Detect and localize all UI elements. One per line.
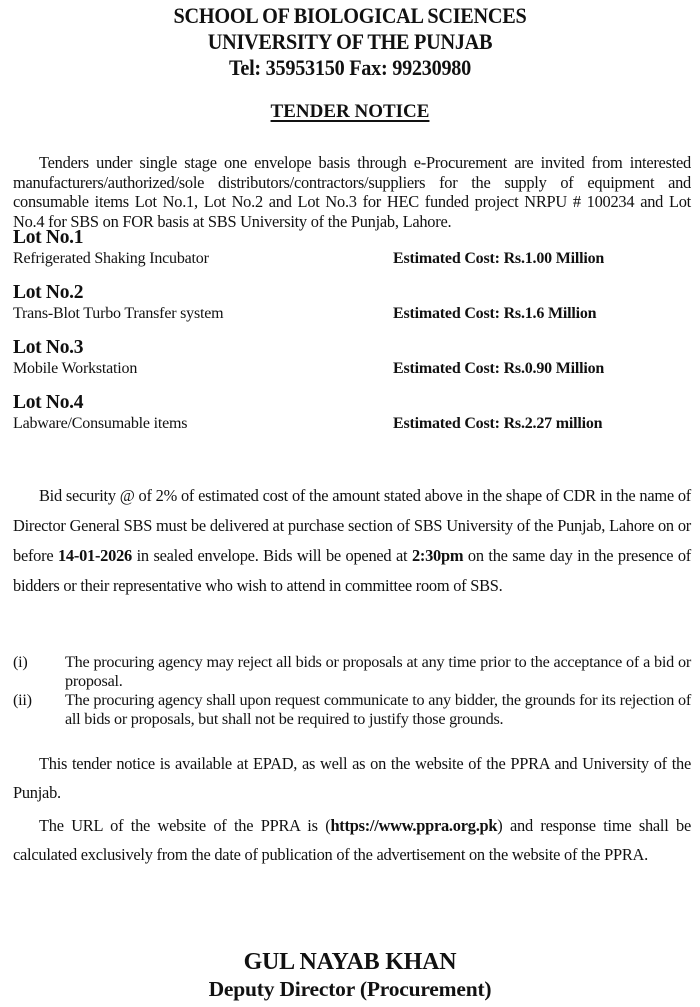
header-contact: Tel: 35953150 Fax: 99230980 xyxy=(229,55,471,80)
lot-heading: Lot No.1 xyxy=(13,227,84,248)
opening-time: 2:30pm xyxy=(411,546,464,565)
lot-item: Mobile Workstation xyxy=(13,360,138,377)
bid-security-text-3: on the same day in the presence of bidders or their representative who wish to attend in committee room of SBS. xyxy=(13,546,691,595)
conditions-list xyxy=(13,653,691,729)
lot-heading: Lot No.2 xyxy=(13,282,84,303)
lot-row xyxy=(13,249,691,269)
condition-number: (ii) xyxy=(13,691,32,709)
bid-security-text-1: Bid security @ of 2% of estimated cost of the amount stated above in the shape of CDR in the name of Director General SBS must be delivered at purchase section of SBS University of the Punjab, Lahore on or before xyxy=(13,486,691,565)
ppra-paragraph xyxy=(13,811,691,869)
deadline-date: 14-01-2026 xyxy=(57,546,132,565)
condition-text: The procuring agency shall upon request communicate to any bidder, the grounds for its rejection of all bids or proposals, but shall not be required to justify those grounds. xyxy=(65,691,691,728)
lot-3 xyxy=(13,337,691,379)
lot-cost: Estimated Cost: Rs.1.00 Million xyxy=(393,250,605,267)
ppra-url-link[interactable]: https://www.ppra.org.pk xyxy=(330,816,498,835)
bid-security-paragraph xyxy=(13,481,691,601)
bid-security-text-2: in sealed envelope. Bids will be opened at xyxy=(131,546,412,565)
availability-text: This tender notice is available at EPAD, as well as on the website of the PPRA and University of the Punjab. xyxy=(13,754,691,802)
condition-item xyxy=(13,653,691,691)
condition-item xyxy=(13,691,691,729)
header-school-name: SCHOOL OF BIOLOGICAL SCIENCES xyxy=(173,3,527,28)
signatory-designation: Deputy Director (Procurement) xyxy=(208,977,492,1001)
title-text: TENDER NOTICE xyxy=(270,101,430,122)
condition-text: The procuring agency may reject all bids or proposals at any time prior to the acceptance of a bid or proposal. xyxy=(65,653,691,690)
lot-1 xyxy=(13,227,691,269)
lot-item: Labware/Consumable items xyxy=(13,415,188,432)
condition-number: (i) xyxy=(13,653,28,671)
header-university-name: UNIVERSITY OF THE PUNJAB xyxy=(207,29,493,54)
lot-cost: Estimated Cost: Rs.2.27 million xyxy=(393,415,603,432)
lot-item: Trans-Blot Turbo Transfer system xyxy=(13,305,224,322)
intro-text: Tenders under single stage one envelope basis through e-Procurement are invited from interested manufacturers/authorized/sole distributors/contractors/suppliers for the supply of equipment and consumable items Lot No.1, Lot No.2 and Lot No.3 for HEC funded project NRPU # 100234 and Lot No.4 for SBS on FOR basis at SBS University of the Punjab, Lahore. xyxy=(13,153,691,231)
availability-paragraph xyxy=(13,749,691,807)
lot-row xyxy=(13,359,691,379)
ppra-text-1: The URL of the website of the PPRA is ( xyxy=(39,816,331,835)
lot-row xyxy=(13,414,691,434)
lot-heading: Lot No.3 xyxy=(13,337,84,358)
lot-cost: Estimated Cost: Rs.0.90 Million xyxy=(393,360,605,377)
intro-paragraph xyxy=(13,153,691,231)
lot-cost: Estimated Cost: Rs.1.6 Million xyxy=(393,305,597,322)
lot-2 xyxy=(13,282,691,324)
ppra-text-2: ) and response time shall be calculated exclusively from the date of publication of the advertisement on the website of the PPRA. xyxy=(13,816,691,864)
page-title xyxy=(0,101,700,123)
lot-row xyxy=(13,304,691,324)
lot-4 xyxy=(13,392,691,434)
signatory-name: GUL NAYAB KHAN xyxy=(243,949,457,975)
lot-item: Refrigerated Shaking Incubator xyxy=(13,250,209,267)
lot-heading: Lot No.4 xyxy=(13,392,84,413)
